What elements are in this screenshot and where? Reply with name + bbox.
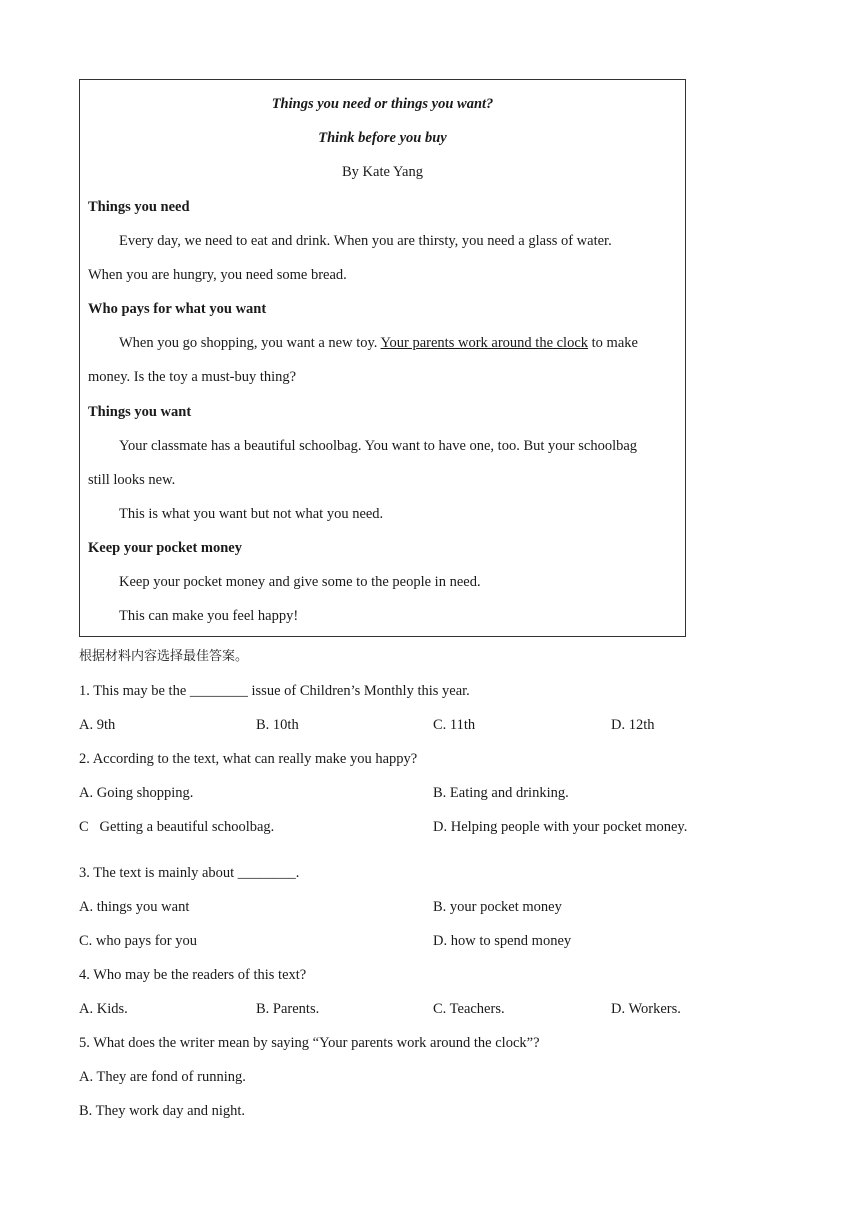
option-3a: A. things you want <box>79 899 190 915</box>
option-1d: D. 12th <box>611 717 655 733</box>
paragraph-line: Your classmate has a beautiful schoolbag. You want to have one, too. But your schoolbag <box>119 438 638 454</box>
text-segment: to make <box>588 335 638 351</box>
option-2a: A. Going shopping. <box>79 785 194 801</box>
option-4d: D. Workers. <box>611 1001 681 1017</box>
section-heading-who-pays: Who pays for what you want <box>88 301 267 317</box>
option-2b: B. Eating and drinking. <box>433 785 569 801</box>
option-1c: C. 11th <box>433 717 476 733</box>
question-stem-5: 5. What does the writer mean by saying “Your parents work around the clock”? <box>79 1035 540 1051</box>
text-segment: When you go shopping, you want a new toy. <box>119 335 381 351</box>
paragraph-line: When you are hungry, you need some bread. <box>88 267 347 283</box>
question-stem-2: 2. According to the text, what can really make you happy? <box>79 751 418 767</box>
paragraph-line: money. Is the toy a must-buy thing? <box>88 369 297 385</box>
underlined-phrase: Your parents work around the clock <box>380 335 589 351</box>
article-title: Things you need or things you want? <box>271 96 494 112</box>
section-heading-needs: Things you need <box>88 199 190 215</box>
option-4a: A. Kids. <box>79 1001 128 1017</box>
article-byline: By Kate Yang <box>342 164 423 180</box>
option-1a: A. 9th <box>79 717 116 733</box>
option-1b: B. 10th <box>256 717 299 733</box>
question-stem-1: 1. This may be the ________ issue of Children’s Monthly this year. <box>79 683 470 699</box>
article-box <box>79 79 686 637</box>
paragraph-line: This is what you want but not what you need. <box>119 506 384 522</box>
option-3b: B. your pocket money <box>433 899 562 915</box>
paragraph-line: still looks new. <box>88 472 176 488</box>
option-3d: D. how to spend money <box>433 933 572 949</box>
option-5a: A. They are fond of running. <box>79 1069 246 1085</box>
section-heading-pocket-money: Keep your pocket money <box>88 540 242 556</box>
option-3c: C. who pays for you <box>79 933 198 949</box>
question-stem-3: 3. The text is mainly about ________. <box>79 865 300 881</box>
option-2d: D. Helping people with your pocket money. <box>433 819 688 835</box>
option-5b: B. They work day and night. <box>79 1103 246 1119</box>
instruction: 根据材料内容选择最佳答案。 <box>79 649 249 664</box>
paragraph-line: Every day, we need to eat and drink. When you are thirsty, you need a glass of water. <box>119 233 612 249</box>
article-subtitle: Think before you buy <box>318 130 447 146</box>
option-4c: C. Teachers. <box>433 1001 505 1017</box>
option-2c: C Getting a beautiful schoolbag. <box>79 819 275 835</box>
section-heading-wants: Things you want <box>88 404 192 420</box>
paragraph-line: Keep your pocket money and give some to the people in need. <box>119 574 481 590</box>
paragraph-line: This can make you feel happy! <box>119 608 299 624</box>
question-stem-4: 4. Who may be the readers of this text? <box>79 967 307 983</box>
option-4b: B. Parents. <box>256 1001 320 1017</box>
paragraph-line <box>119 334 638 352</box>
